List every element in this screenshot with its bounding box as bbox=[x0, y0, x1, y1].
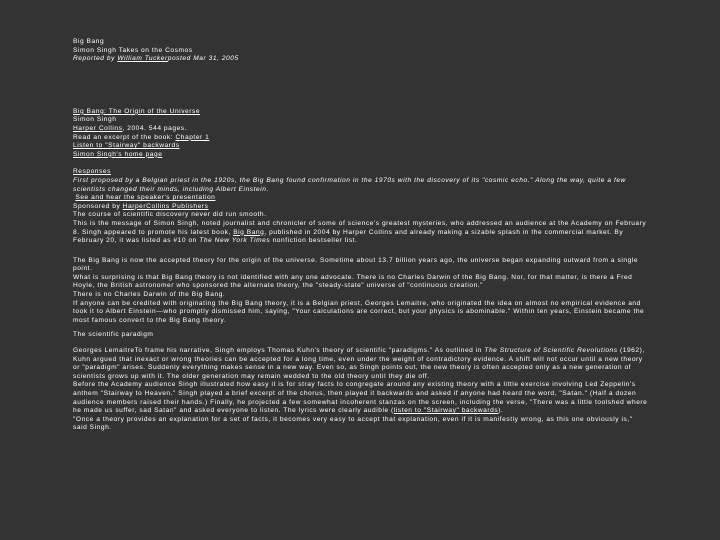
book-details: Harper Collins, 2004. 544 pages. bbox=[73, 124, 188, 132]
paragraph: There is no Charles Darwin of the Big Bang. bbox=[73, 291, 226, 299]
singh-homepage-link[interactable]: Simon Singh's home page bbox=[73, 150, 163, 158]
book-author: Simon Singh bbox=[73, 116, 117, 124]
big-bang-book-link[interactable]: Big Bang bbox=[233, 228, 265, 236]
stairway-backwards-inline-link[interactable]: listen to "Stairway" backwards bbox=[393, 407, 499, 415]
paragraph: If anyone can be credited with originating the Big Bang theory, it is a Belgian priest, Georges Lemaitre, who originated the idea on almost no empirical evidence and took it to Albert Einstein—who promptly dismissed him, saying, "Your calculations are correct, but your physics is abominable." Within ten years, Einstein became the most famous convert to the Big Bang theory. bbox=[73, 299, 645, 324]
paragraph: "Once a theory provides an explanation for a set of facts, it becomes very easy to accept that explanation, even if it is manifestly wrong, as this one obviously is," said Singh. bbox=[73, 415, 633, 432]
excerpt-line: Read an excerpt of the book: Chapter 1 bbox=[73, 133, 210, 141]
publisher-link[interactable]: Harper Collins bbox=[73, 124, 123, 132]
chapter-1-link[interactable]: Chapter 1 bbox=[175, 133, 210, 141]
page-subtitle: Simon Singh Takes on the Cosmos bbox=[73, 46, 193, 54]
author-link[interactable]: William Tucker bbox=[117, 55, 168, 63]
sponsor-line: Sponsored by HarperCollins Publishers bbox=[73, 202, 209, 210]
sponsor-link[interactable]: HarperCollins Publishers bbox=[122, 202, 209, 210]
stairway-backwards-link[interactable]: Listen to "Stairway" backwards bbox=[73, 142, 180, 150]
article bbox=[73, 38, 648, 433]
byline: Reported by William Tuckerposted Mar 31, 2005 bbox=[73, 55, 239, 63]
paragraph: The Big Bang is now the accepted theory for the origin of the universe. Sometime about 13.7 billion years ago, the universe began expanding outward from a single point. bbox=[73, 256, 639, 273]
paragraph: What is surprising is that Big Bang theory is not identified with any one advocate. There is no Charles Darwin of the Big Bang. Nor, for that matter, is there a Fred Hoyle, the British astronomer who sponsored the alternate theory, the "steady-state" universe of "continuous creation." bbox=[73, 273, 633, 290]
paragraph: This is the message of Simon Singh, noted journalist and chronicler of some of science's greatest mysteries, who addressed an audience at the Academy on February 8. Singh appeared to promote his latest book, Big Bang, published in 2004 by Harper Collins and already making a sizable splash in the commercial market. By February 20, it was listed as #10 on The New York Times nonfiction bestseller list. bbox=[73, 219, 647, 245]
paragraph: Georges LemaitreTo frame his narrative, Singh employs Thomas Kuhn's theory of scientific "paradigms." As outlined in The Structure of Scientific Revolutions (1962), Kuhn argued that inexact or wrong theories can be accepted for a long time, even under the weight of contradictory evidence. A shift will not occur until a new theory or "paradigm" arises. Suddenly everything makes sense in a new way. Even so, as Singh points out, the new theory is often accepted only as a new generation of scientists grows up with it. The older generation may remain wedded to the old theory until they die off. bbox=[73, 347, 645, 380]
presentation-line bbox=[73, 194, 648, 203]
page-title: Big Bang bbox=[73, 38, 105, 45]
presentation-link[interactable]: See and hear the speaker's presentation bbox=[75, 194, 216, 202]
teaser-paragraph: First proposed by a Belgian priest in the 1920s, the Big Bang found confirmation in the 1970s with the discovery of its "cosmic echo." Along the way, quite a few scientists changed their minds, including Albert Einstein. bbox=[73, 176, 626, 193]
section-heading: The scientific paradigm bbox=[73, 331, 154, 339]
paragraph: The course of scientific discovery never did run smooth. bbox=[73, 211, 267, 219]
book-title-link[interactable]: Big Bang: The Origin of the Universe bbox=[73, 107, 201, 115]
paragraph: Before the Academy audience Singh illustrated how easy it is for stray facts to congregate around any existing theory with a little exercise involving Led Zeppelin's anthem "Stairway to Heaven." Singh played a brief excerpt of the chorus, then played it backwards and asked if anyone had heard the word, "Satan." (Half a dozen audience members raised their hands.) Finally, he projected a few somewhat incoherent stanzas on the screen, including the verse, "There was a little toolshed where he made us suffer, sad Satan" and asked everyone to listen. The lyrics were clearly audible (listen to "Stairway" backwards). bbox=[73, 381, 648, 415]
responses-link[interactable]: Responses bbox=[73, 168, 111, 176]
